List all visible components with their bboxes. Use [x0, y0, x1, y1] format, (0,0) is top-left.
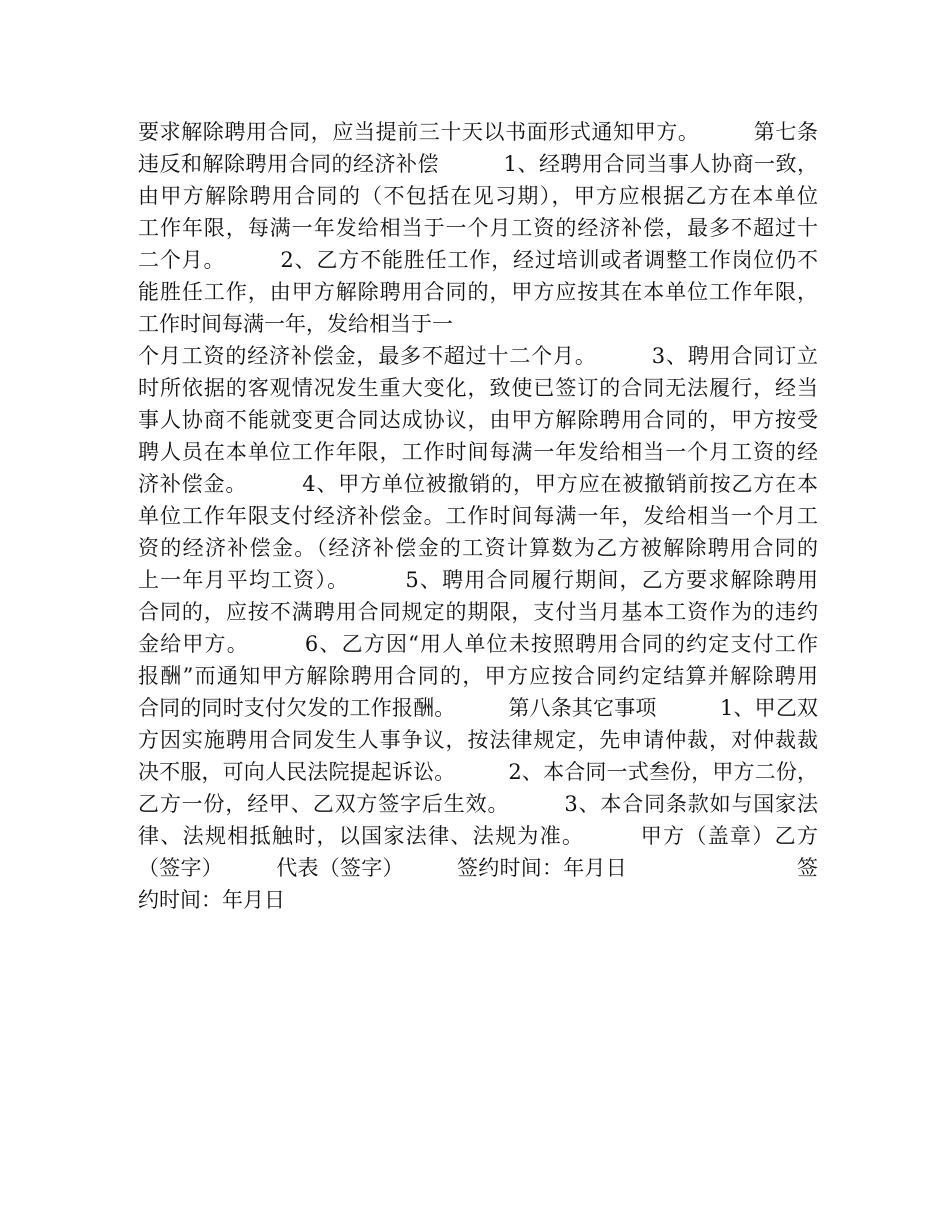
text-line: 资的经济补偿金。（经济补偿金的工资计算数为乙方被解除聘用合同的	[138, 536, 818, 560]
text-line: 决不服，可向人民法院提起诉讼。 2、本合同一式叁份，甲方二份，	[138, 760, 818, 784]
text-line: 方因实施聘用合同发生人事争议，按法律规定，先申请仲裁，对仲裁裁	[138, 728, 818, 752]
text-line: 由甲方解除聘用合同的（不包括在见习期），甲方应根据乙方在本单位	[138, 184, 818, 208]
text-line: 个月工资的经济补偿金，最多不超过十二个月。 3、聘用合同订立	[138, 344, 818, 368]
text-line: 事人协商不能就变更合同达成协议，由甲方解除聘用合同的，甲方按受	[138, 408, 818, 432]
text-line: 能胜任工作，由甲方解除聘用合同的，甲方应按其在本单位工作年限，	[138, 280, 818, 304]
text-line: 聘人员在本单位工作年限，工作时间每满一年发给相当一个月工资的经	[138, 440, 818, 464]
text-line: 上一年月平均工资）。 5、聘用合同履行期间，乙方要求解除聘用	[138, 568, 818, 592]
paragraph-article-7	[138, 116, 818, 340]
text-line: 乙方一份，经甲、乙双方签字后生效。 3、本合同条款如与国家法	[138, 792, 818, 816]
paragraph-continuation	[138, 340, 818, 916]
text-line: 工作时间每满一年，发给相当于一	[138, 312, 453, 336]
text-line: 要求解除聘用合同，应当提前三十天以书面形式通知甲方。 第七条	[138, 120, 818, 144]
text-line: 合同的，应按不满聘用合同规定的期限，支付当月基本工资作为的违约	[138, 600, 818, 624]
text-line: 报酬”而通知甲方解除聘用合同的，甲方应按合同约定结算并解除聘用	[138, 664, 818, 688]
text-line: 济补偿金。 4、甲方单位被撤销的，甲方应在被撤销前按乙方在本	[138, 472, 818, 496]
text-line: 工作年限，每满一年发给相当于一个月工资的经济补偿，最多不超过十	[138, 216, 818, 240]
text-line: 金给甲方。 6、乙方因“用人单位未按照聘用合同的约定支付工作	[138, 632, 818, 656]
text-line: 合同的同时支付欠发的工作报酬。 第八条其它事项 1、甲乙双	[138, 696, 818, 720]
text-line: 二个月。 2、乙方不能胜任工作，经过培训或者调整工作岗位仍不	[138, 248, 818, 272]
text-line: 时所依据的客观情况发生重大变化，致使已签订的合同无法履行，经当	[138, 376, 818, 400]
signature-date-line: 约时间：年月日	[138, 888, 285, 912]
text-line: 违反和解除聘用合同的经济补偿 1、经聘用合同当事人协商一致，	[138, 152, 818, 176]
signature-line: （签字） 代表（签字） 签约时间：年月日 签	[138, 856, 818, 880]
text-line: 单位工作年限支付经济补偿金。工作时间每满一年，发给相当一个月工	[138, 504, 818, 528]
text-line: 律、法规相抵触时，以国家法律、法规为准。 甲方（盖章）乙方	[138, 824, 818, 848]
